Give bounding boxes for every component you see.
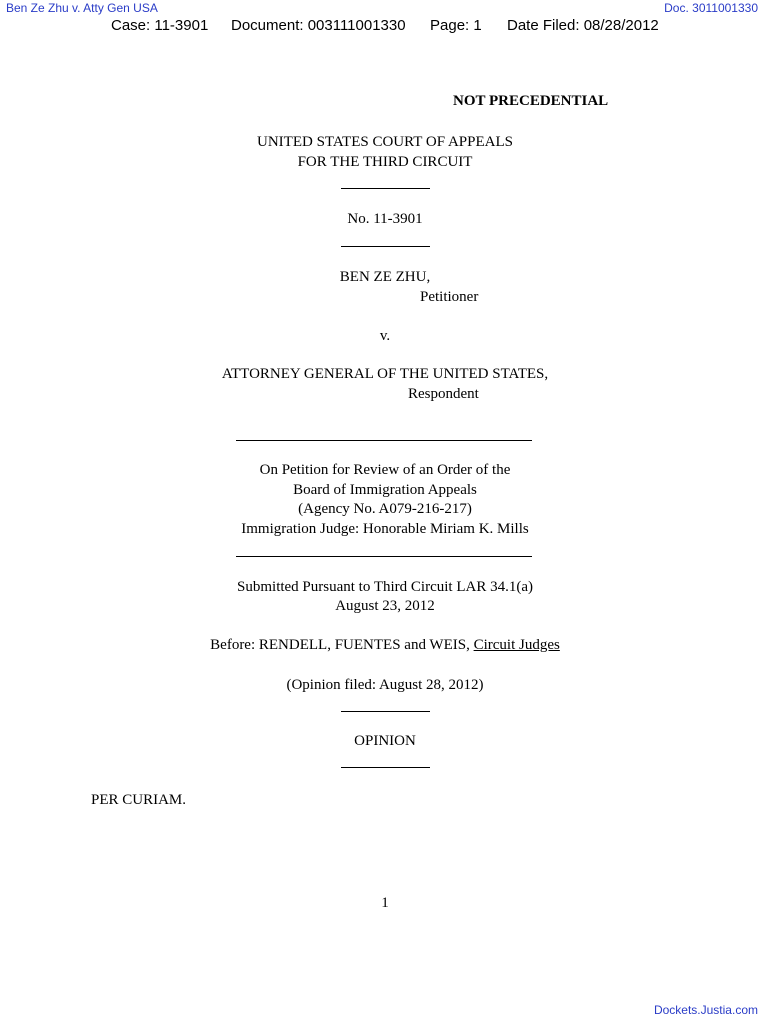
header-document: Document: 003111001330	[231, 17, 406, 34]
separator-rule	[341, 246, 430, 247]
petitioner-name: BEN ZE ZHU,	[339, 269, 431, 285]
page-number: 1	[381, 895, 389, 911]
separator-rule	[341, 188, 430, 189]
opinion-heading: OPINION	[354, 733, 416, 749]
petition-agency-number: (Agency No. A079-216-217)	[298, 501, 472, 517]
opinion-filed: (Opinion filed: August 28, 2012)	[286, 677, 484, 693]
submitted-date: August 23, 2012	[335, 598, 435, 614]
case-title-link[interactable]: Ben Ze Zhu v. Atty Gen USA	[6, 1, 158, 15]
petition-immigration-judge: Immigration Judge: Honorable Miriam K. Mills	[241, 521, 529, 537]
respondent-name: ATTORNEY GENERAL OF THE UNITED STATES,	[221, 366, 549, 382]
separator-rule-long	[236, 440, 532, 441]
per-curiam: PER CURIAM.	[91, 792, 187, 808]
separator-rule-long	[236, 556, 532, 557]
not-precedential-label: NOT PRECEDENTIAL	[453, 93, 609, 109]
justia-footer-link[interactable]: Dockets.Justia.com	[653, 1003, 758, 1017]
before-judges-names: Before: RENDELL, FUENTES and WEIS,	[210, 637, 474, 653]
header-date-filed: Date Filed: 08/28/2012	[507, 17, 659, 34]
respondent-role: Respondent	[408, 386, 479, 402]
doc-number-link[interactable]: Doc. 3011001330	[664, 1, 758, 15]
submitted-line1: Submitted Pursuant to Third Circuit LAR 34.1(a)	[237, 579, 533, 595]
court-name-line2: FOR THE THIRD CIRCUIT	[297, 154, 473, 170]
header-case: Case: 11-3901	[111, 17, 209, 34]
petition-line1: On Petition for Review of an Order of the	[259, 462, 511, 478]
before-judges	[0, 635, 770, 655]
versus: v.	[379, 328, 391, 344]
header-page: Page: 1	[430, 17, 482, 34]
petitioner-role: Petitioner	[420, 289, 479, 305]
petition-line2: Board of Immigration Appeals	[293, 482, 477, 498]
court-name-line1: UNITED STATES COURT OF APPEALS	[257, 134, 513, 150]
separator-rule	[341, 767, 430, 768]
separator-rule	[341, 711, 430, 712]
docket-number: No. 11-3901	[347, 211, 423, 227]
before-judges-title: Circuit Judges	[473, 637, 560, 653]
